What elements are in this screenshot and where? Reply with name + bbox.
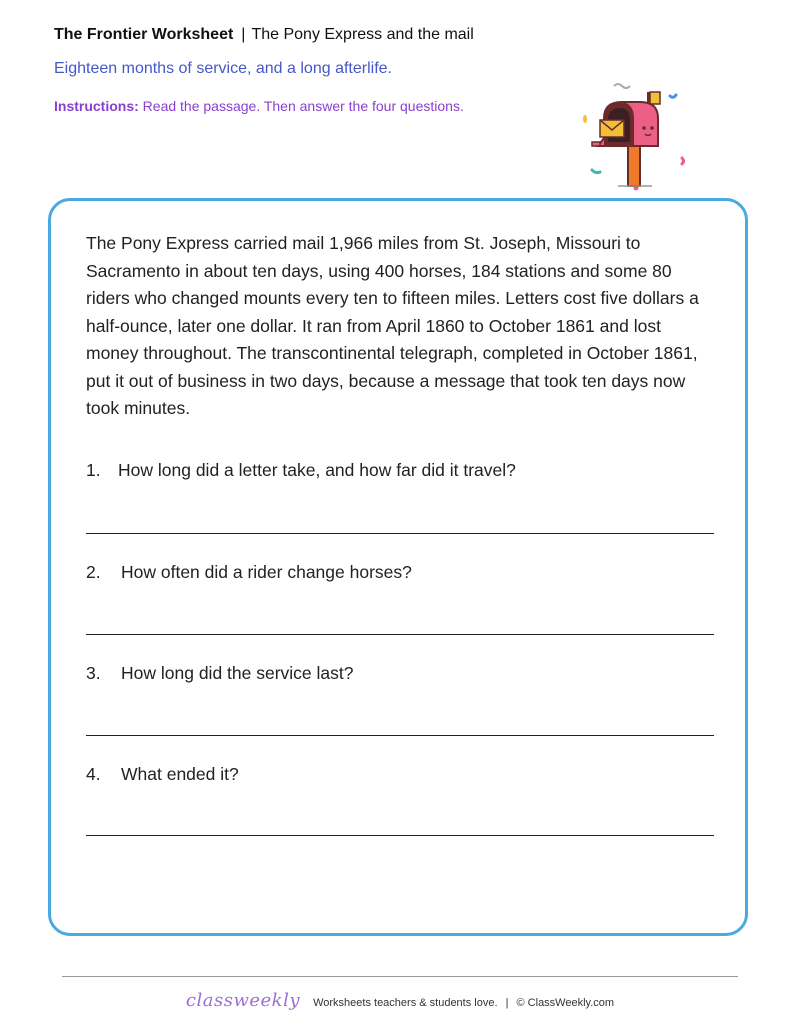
question-1 bbox=[86, 460, 516, 481]
answer-line-3[interactable] bbox=[86, 735, 714, 736]
question-4 bbox=[86, 764, 239, 785]
answer-line-4[interactable] bbox=[86, 835, 714, 836]
brand-logo: classweekly bbox=[185, 990, 301, 1011]
question-number: 1. bbox=[86, 460, 101, 480]
question-text: What ended it? bbox=[121, 764, 239, 784]
footer-copyright: © ClassWeekly.com bbox=[516, 997, 615, 1009]
question-number: 3. bbox=[86, 663, 101, 683]
instructions-text: Read the passage. Then answer the four questions. bbox=[142, 98, 464, 114]
footer-tagline: Worksheets teachers & students love. bbox=[313, 997, 498, 1009]
answer-line-2[interactable] bbox=[86, 634, 714, 635]
instructions bbox=[54, 98, 464, 114]
question-text: How often did a rider change horses? bbox=[121, 562, 412, 582]
footer-divider bbox=[62, 976, 738, 977]
question-number: 4. bbox=[86, 764, 101, 784]
question-number: 2. bbox=[86, 562, 101, 582]
page-title bbox=[54, 26, 474, 44]
question-text: How long did the service last? bbox=[121, 663, 354, 683]
worksheet-name: The Frontier Worksheet bbox=[54, 26, 234, 43]
worksheet-header bbox=[54, 26, 474, 44]
subtitle: Eighteen months of service, and a long afterlife. bbox=[54, 60, 392, 77]
footer-separator: | bbox=[505, 997, 509, 1009]
footer bbox=[0, 990, 800, 1011]
answer-line-1[interactable] bbox=[86, 533, 714, 534]
question-text: How long did a letter take, and how far did it travel? bbox=[118, 460, 516, 480]
instructions-label: Instructions: bbox=[54, 98, 139, 114]
reading-passage: The Pony Express carried mail 1,966 miles from St. Joseph, Missouri to Sacramento in about ten days, using 400 horses, 184 stations and some 80 riders who changed mounts every ten to fifteen miles. Letters cost five dollars a half-ounce, later one dollar. It ran from April 1860 to October 1861 and lost money throughout. The transcontinental telegraph, completed in October 1861, put it out of business in two days, because a message that took ten days now took minutes. bbox=[86, 233, 699, 418]
title-separator: | bbox=[241, 26, 246, 43]
worksheet-topic: The Pony Express and the mail bbox=[251, 26, 474, 43]
question-2 bbox=[86, 562, 412, 583]
question-3 bbox=[86, 663, 353, 684]
mailbox-icon bbox=[578, 78, 694, 196]
